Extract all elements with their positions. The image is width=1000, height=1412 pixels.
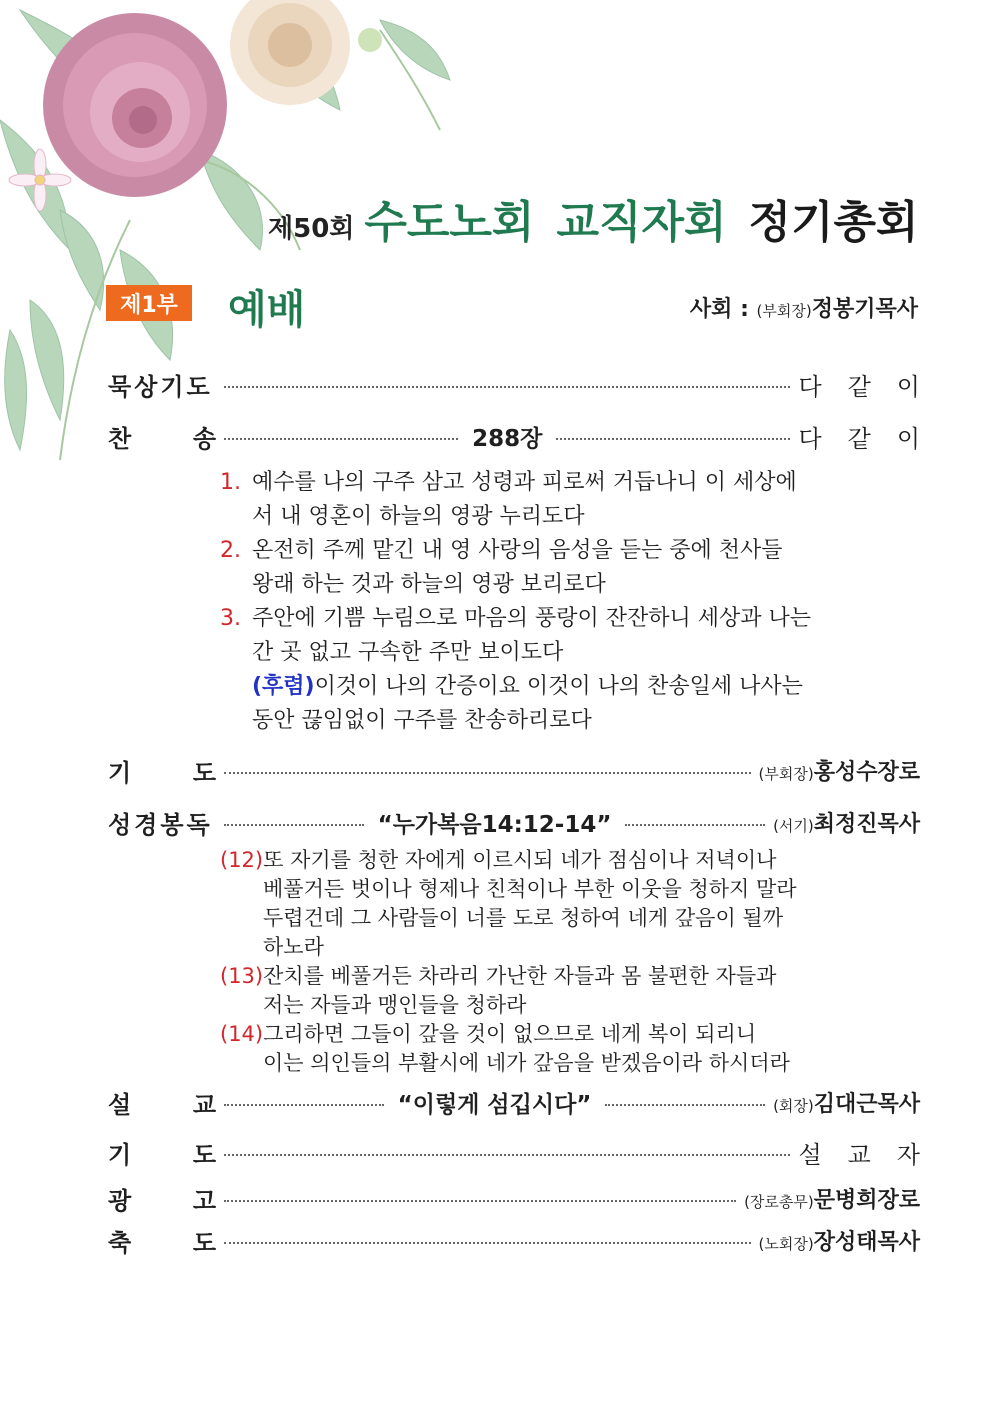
program-label — [108, 753, 216, 788]
participant-role: (회장) — [773, 1096, 814, 1115]
leader-dots — [224, 438, 458, 440]
participant-role: (부회장) — [758, 764, 814, 783]
leader-dots — [224, 1242, 751, 1244]
program-participant: 다같이 — [798, 372, 946, 401]
leader-dots — [556, 438, 790, 440]
verse-line: 잔치를 베풀거든 차라리 가난한 자들과 몸 불편한 자들과 — [263, 964, 777, 988]
label-char: 교 — [192, 1090, 216, 1119]
verse-number: 3. — [220, 606, 241, 631]
program-participant — [759, 1225, 920, 1256]
participant-role: (노회장) — [758, 1234, 814, 1253]
verse-line: 주안에 기쁨 누림으로 마음의 풍랑이 잔잔하니 세상과 나는 — [252, 606, 812, 631]
leader-dots — [224, 386, 790, 388]
hymn-verse — [220, 602, 820, 636]
host-label: 사회 : — [689, 297, 749, 322]
label-char: 도 — [192, 1228, 216, 1257]
verse-line: 또 자기를 청한 자에게 이르시되 네가 점심이나 저녁이나 — [263, 848, 777, 872]
hymn-number: 288장 — [472, 425, 543, 452]
scripture-reference: “누가복음14:12-14” — [377, 811, 612, 838]
scripture-verse — [220, 962, 820, 991]
verse-line: 왕래 하는 것과 하늘의 영광 보리로다 — [252, 572, 606, 597]
participant-name: 홍성수장로 — [813, 759, 920, 785]
hymn-verse — [220, 466, 820, 500]
program-label — [108, 1181, 216, 1216]
title-group: 교직자회 — [556, 197, 727, 248]
hymn-verse — [220, 534, 820, 568]
host-info — [690, 292, 918, 323]
program-participant — [773, 1087, 920, 1118]
program-label: 묵상기도 — [108, 372, 213, 401]
program-label — [108, 1135, 216, 1170]
section-title: 예배 — [228, 287, 306, 333]
chorus-tag: (후렴) — [252, 674, 315, 699]
verse-number: 1. — [220, 470, 241, 495]
sermon-title: “이렇게 섬깁시다” — [397, 1091, 592, 1118]
verse-line: 두렵건데 그 사람들이 너를 도로 청하여 네게 갚음이 될까 — [263, 906, 783, 930]
title-org: 수도노회 — [364, 197, 535, 248]
verse-line: 이는 의인들의 부활시에 네가 갚음을 받겠음이라 하시더라 — [263, 1051, 790, 1075]
program-participant — [744, 1183, 920, 1214]
verse-number: 2. — [220, 538, 241, 563]
verse-line: 하노라 — [263, 935, 324, 959]
label-char: 도 — [192, 758, 216, 787]
label-char: 광 — [108, 1186, 132, 1215]
participant-name: 장성태목사 — [813, 1229, 920, 1255]
verse-line: 그리하면 그들이 갚을 것이 없으므로 네게 복이 되리니 — [263, 1022, 757, 1046]
label-char: 축 — [108, 1228, 132, 1257]
verse-line: 예수를 나의 구주 삼고 성령과 피로써 거듭나니 이 세상에 — [252, 470, 797, 495]
chorus-line: 동안 끊임없이 구주를 찬송하리로다 — [252, 708, 592, 733]
program-row-hymn — [108, 416, 947, 456]
leader-dots — [224, 1154, 790, 1156]
program-label — [108, 1085, 216, 1120]
leader-dots — [224, 824, 364, 826]
label-char: 송 — [192, 424, 216, 453]
verse-line: 베풀거든 벗이나 형제나 친척이나 부한 이웃을 청하지 말라 — [263, 877, 797, 901]
verse-number: (12) — [220, 848, 264, 872]
program-row-benediction — [108, 1220, 920, 1260]
leader-dots — [224, 772, 751, 774]
verse-line: 저는 자들과 맹인들을 청하라 — [263, 993, 527, 1017]
program-label — [108, 419, 216, 454]
label-char: 기 — [108, 1140, 132, 1169]
host-role: (부회장) — [756, 302, 812, 320]
program-participant: 다같이 — [798, 424, 947, 453]
program-row-closing-prayer — [108, 1132, 946, 1172]
leader-dots — [625, 824, 765, 826]
label-char: 찬 — [108, 424, 132, 453]
verse-line: 서 내 영혼이 하늘의 영광 누리도다 — [252, 504, 585, 529]
program-row-scripture — [108, 802, 920, 842]
scripture-text — [220, 846, 820, 1078]
program-row-sermon — [108, 1082, 920, 1122]
label-char: 설 — [108, 1090, 132, 1119]
program-participant — [773, 807, 920, 838]
participant-name: 최정진목사 — [813, 811, 921, 837]
verse-number: (13) — [220, 964, 264, 988]
scripture-verse — [220, 846, 820, 875]
program-row-prayer — [108, 750, 920, 790]
hymn-lyrics — [220, 466, 820, 738]
leader-dots — [605, 1104, 765, 1106]
label-char: 기 — [108, 758, 132, 787]
participant-role: (장로총무) — [744, 1192, 814, 1211]
program-row-silent-prayer — [108, 364, 946, 404]
label-char: 고 — [192, 1186, 216, 1215]
label-char: 도 — [192, 1140, 216, 1169]
participant-role: (서기) — [773, 816, 814, 835]
participant-name: 문병희장로 — [813, 1187, 920, 1213]
scripture-verse — [220, 1020, 820, 1049]
program-participant: 설교자 — [798, 1140, 946, 1169]
part-badge: 제1부 — [106, 285, 192, 321]
verse-number: (14) — [220, 1022, 264, 1046]
title-session: 제50회 — [268, 214, 355, 244]
program-label — [108, 1223, 216, 1258]
program-participant — [759, 755, 920, 786]
program-row-announcements — [108, 1178, 920, 1218]
program-label: 성경봉독 — [108, 810, 213, 839]
verse-line: 온전히 주께 맡긴 내 영 사랑의 음성을 듣는 중에 천사들 — [252, 538, 783, 563]
page-title — [268, 186, 918, 250]
leader-dots — [224, 1200, 736, 1202]
chorus-text: 이것이 나의 간증이요 이것이 나의 찬송일세 나사는 — [314, 674, 803, 699]
participant-name: 김대근목사 — [813, 1091, 921, 1117]
chorus-line — [220, 670, 820, 704]
title-meeting: 정기총회 — [748, 197, 919, 248]
leader-dots — [224, 1104, 384, 1106]
verse-line: 간 곳 없고 구속한 주만 보이도다 — [252, 640, 564, 665]
host-person: 정봉기목사 — [811, 297, 918, 322]
